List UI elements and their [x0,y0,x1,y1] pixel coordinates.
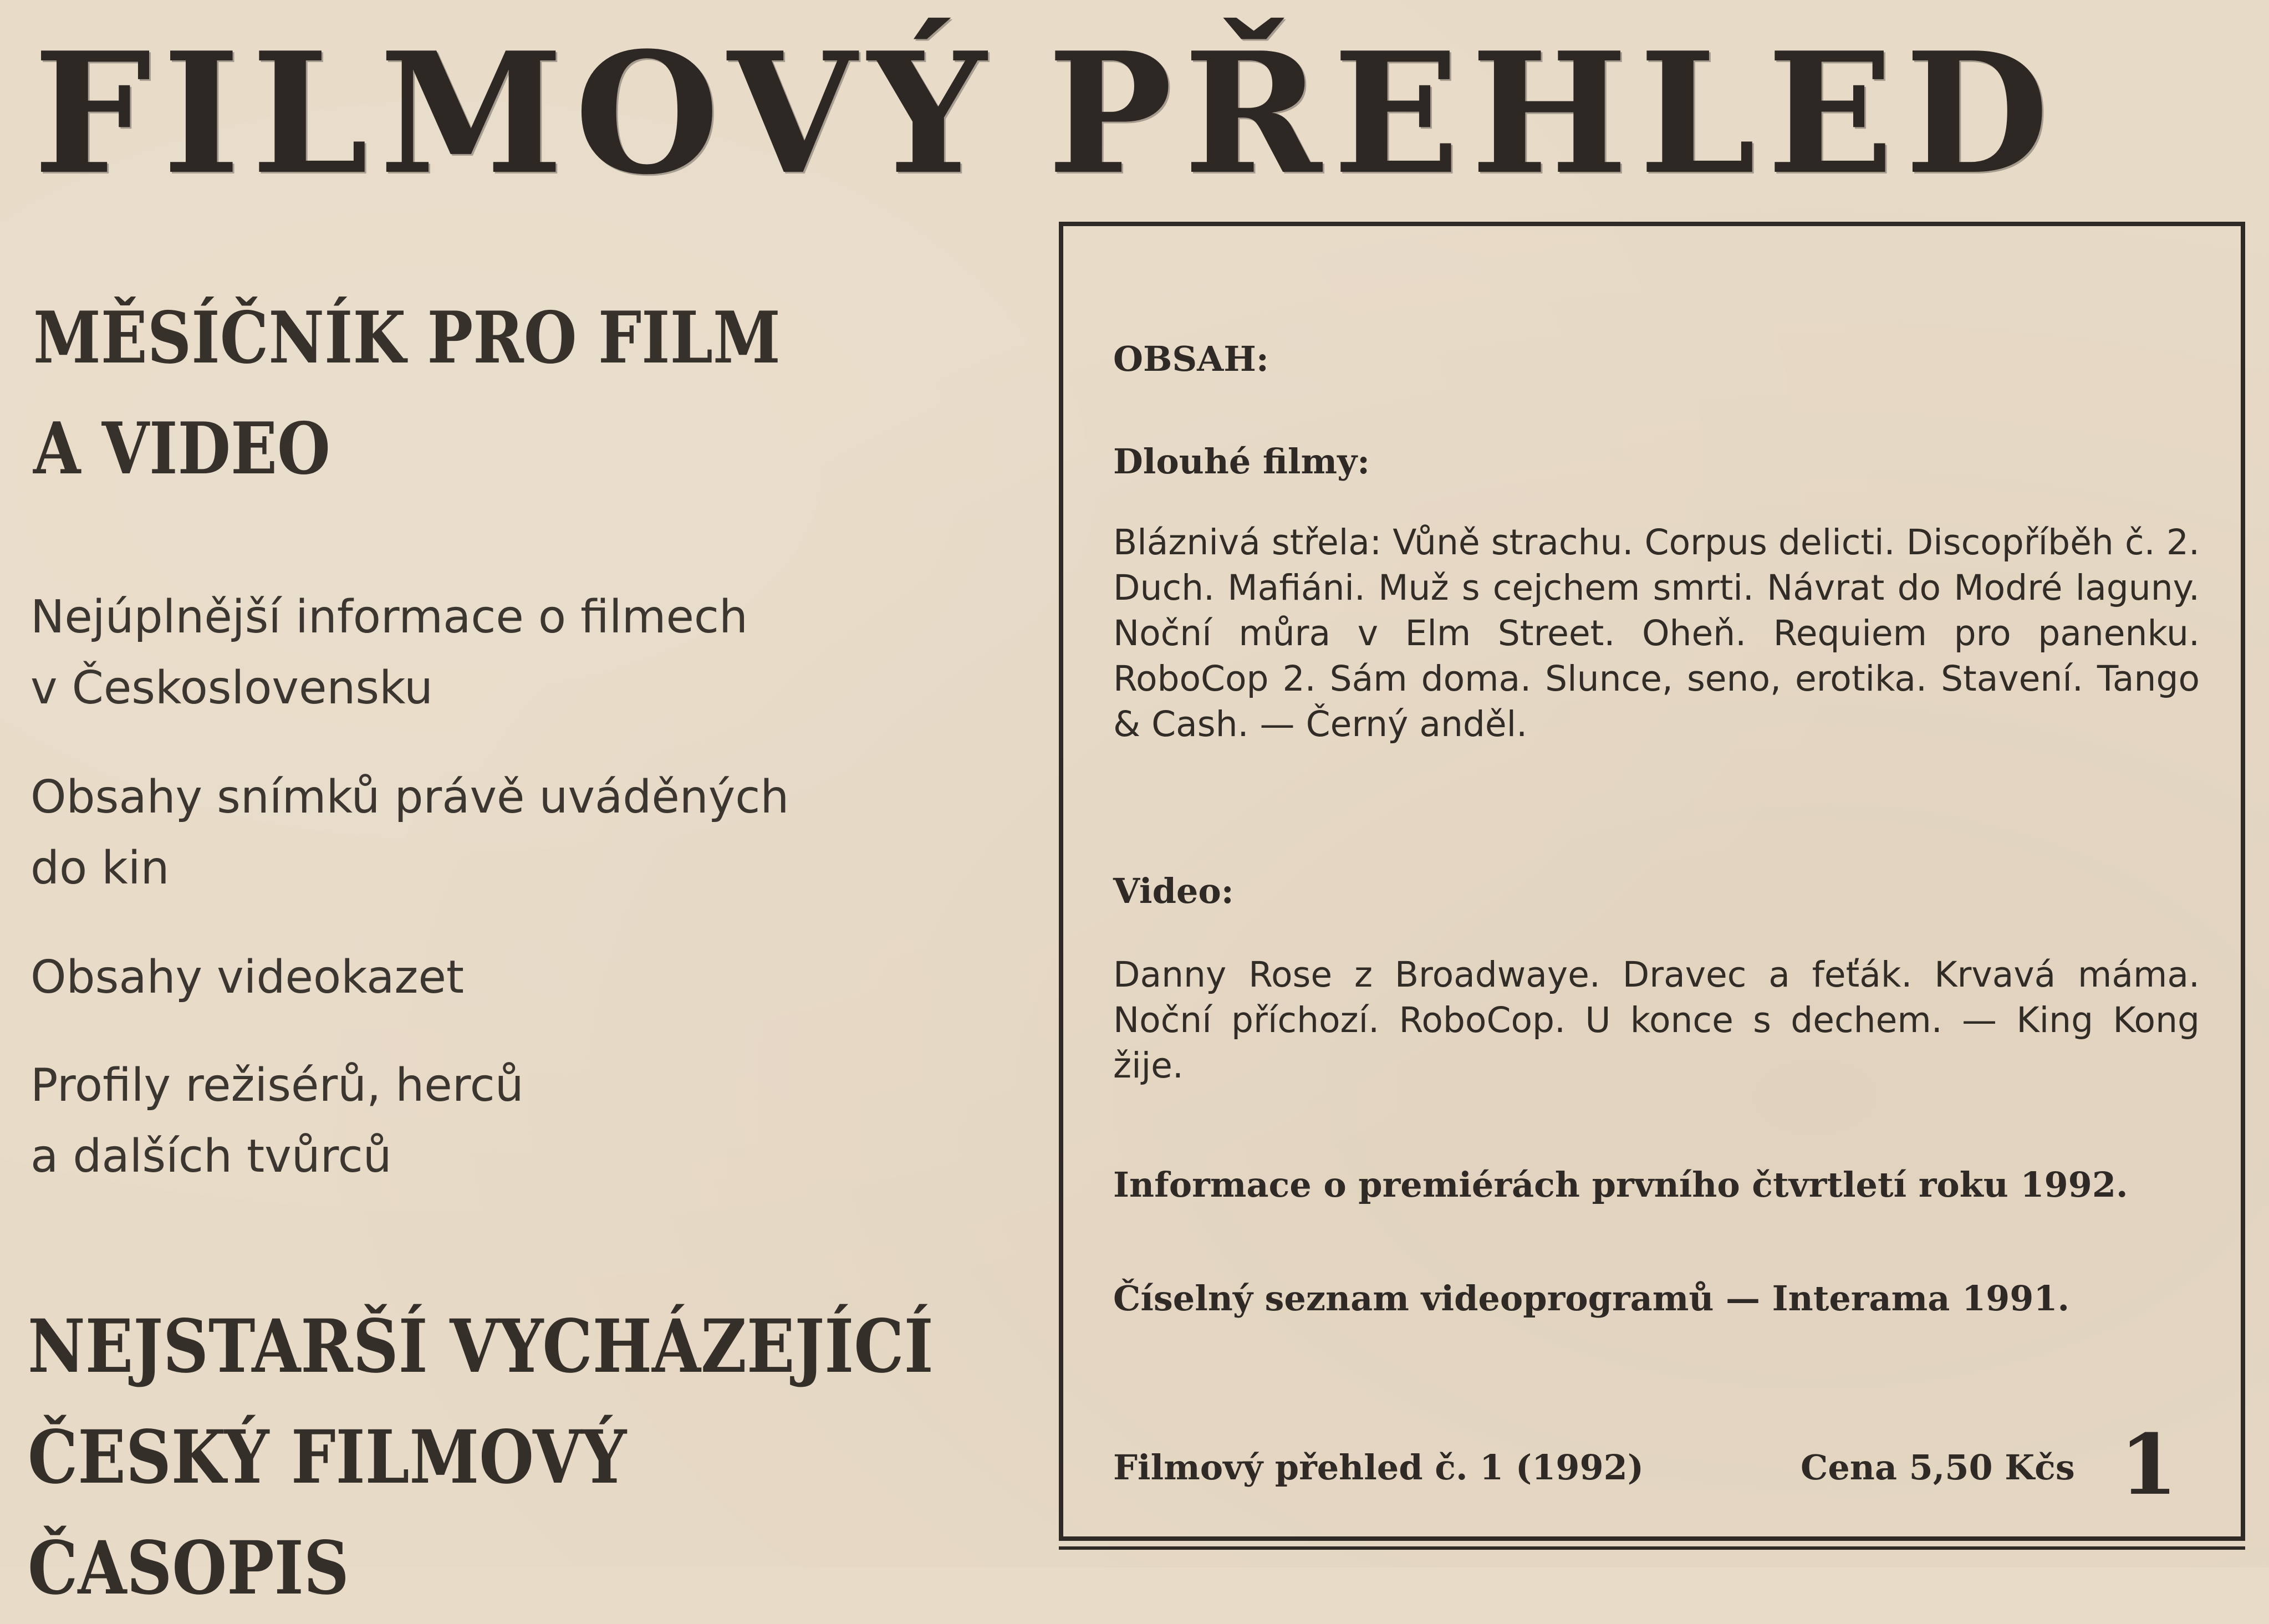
feature-item-4 [30,1050,973,1192]
video-heading: Video: [1113,871,1234,911]
subtitle-line-2: A VIDEO [33,407,330,491]
feature-item-1 [30,582,973,724]
feature-item-2-line-2: do kin [30,842,170,895]
issue-label: Filmový přehled č. 1 (1992) [1113,1447,1644,1488]
feature-item-3-line-1: Obsahy videokazet [30,951,465,1004]
feature-item-4-line-2: a dalších tvůrců [30,1130,392,1183]
issue-footer [1113,1416,2200,1514]
video-list: Danny Rose z Broadwaye. Dravec a feťák. Krvavá máma. Noční příchozí. RoboCop. U konce s dechem. — King Kong žije. [1113,954,2200,1086]
premieres-info: Informace o premiérách prvního čtvrtletí roku 1992. [1113,1165,2128,1205]
masthead-word-1: FILMOVÝ [33,16,998,211]
slogan-line-2: ČESKÝ FILMOVÝ ČASOPIS [28,1414,627,1611]
contents-box [1059,222,2245,1541]
subtitle [33,283,844,504]
masthead-word-2: PŘEHLED [1047,16,2061,211]
videoprogram-list-info: Číselný seznam videoprogramů — Interama 1991. [1113,1278,2070,1319]
issue-number: 1 [2119,1416,2178,1514]
long-films-list: Bláznivá střela: Vůně strachu. Corpus delicti. Discopříběh č. 2. Duch. Mafiáni. Muž s cejchem smrti. Návrat do Modré laguny. Noční můra v Elm Street. Oheň. Requiem pro panenku. RoboCop 2. Sám doma. Slunce, seno, erotika. Stavení. Tango & Cash. — Černý anděl. [1113,522,2200,744]
feature-item-1-line-1: Nejúplnější informace o filmech [30,591,748,644]
feature-item-2-line-1: Obsahy snímků právě uváděných [30,771,789,824]
feature-item-4-line-1: Profily režisérů, herců [30,1059,524,1112]
subtitle-line-1: MĚSÍČNÍK PRO FILM [33,297,781,380]
price-label: Cena 5,50 Kčs [1801,1447,2075,1488]
slogan-line-1: NEJSTARŠÍ VYCHÁZEJÍCÍ [28,1304,934,1390]
feature-item-1-line-2: v Československu [30,662,434,714]
contents-heading: OBSAH: [1113,339,1269,379]
masthead-title [33,16,2240,211]
feature-item-3 [30,942,973,1013]
long-films-heading: Dlouhé filmy: [1113,441,1370,482]
feature-item-2 [30,762,973,904]
slogan [28,1291,934,1624]
